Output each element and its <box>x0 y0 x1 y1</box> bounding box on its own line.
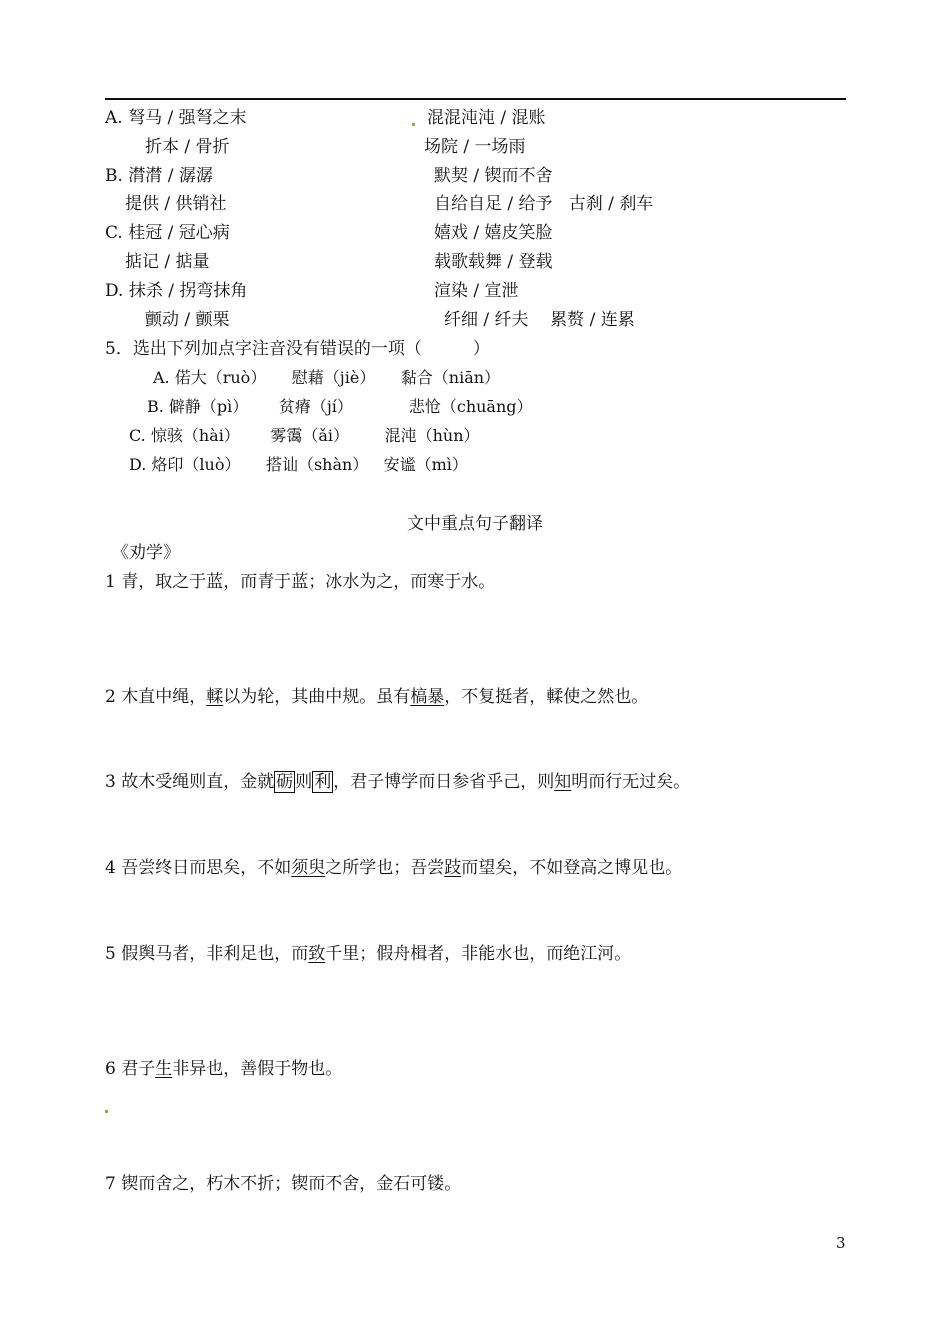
page-number: 3 <box>836 1234 846 1252</box>
option-d-line1: D. 抹杀 / 拐弯抹角 <box>105 281 248 301</box>
sentence-6: 6 君子生非异也，善假于物也。 <box>105 1059 343 1079</box>
section-subtitle: 《劝学》 <box>112 543 180 563</box>
option-a-right2: 场院 / 一场雨 <box>424 137 526 157</box>
header-rule <box>105 98 846 100</box>
q5-option-b: B. 僻静（pì） 贫瘠（jí） 悲怆（chuāng） <box>147 397 533 416</box>
option-b-right1: 默契 / 锲而不舍 <box>434 166 553 186</box>
green-mark <box>412 123 415 126</box>
sentence-3: 3 故木受绳则直，金就 砺 则 利 ，君子博学而日参省乎己，则知明而行无过矣。 <box>105 772 691 792</box>
option-c-line1: C. 桂冠 / 冠心病 <box>105 223 230 243</box>
green-mark-2 <box>105 1110 108 1113</box>
question-5-stem: 5．选出下列加点字注音没有错误的一项（ ） <box>105 339 490 359</box>
sentence-5: 5 假舆马者，非利足也，而致千里；假舟楫者，非能水也，而绝江河。 <box>105 944 632 964</box>
sentence-2: 2 木直中绳，輮以为轮，其曲中规。虽有槁暴，不复挺者，輮使之然也。 <box>105 687 649 707</box>
option-c-right1: 嬉戏 / 嬉皮笑脸 <box>434 223 553 243</box>
option-a-line2: 折本 / 骨折 <box>145 137 230 157</box>
option-d-right2: 纤细 / 纤夫 累赘 / 连累 <box>444 310 635 330</box>
option-d-line2: 颤动 / 颤栗 <box>145 310 230 330</box>
q5-option-a: A. 偌大（ruò） 慰藉（jiè） 黏合（niān） <box>153 368 501 387</box>
option-b-right2: 自给自足 / 给予 古刹 / 刹车 <box>434 194 654 214</box>
option-d-right1: 渲染 / 宣泄 <box>434 281 519 301</box>
sentence-1: 1 青，取之于蓝，而青于蓝；冰水为之，而寒于水。 <box>105 572 496 592</box>
section-title: 文中重点句子翻译 <box>407 514 543 534</box>
sentence-4: 4 吾尝终日而思矣，不如须臾之所学也；吾尝跂而望矣，不如登高之博见也。 <box>105 858 683 878</box>
option-c-line2: 掂记 / 掂量 <box>125 252 210 272</box>
option-a-right1: 混混沌沌 / 混账 <box>427 108 546 128</box>
option-b-line2: 提供 / 供销社 <box>125 194 227 214</box>
option-a-line1: A. 弩马 / 强弩之末 <box>105 108 247 128</box>
option-c-right2: 载歌载舞 / 登载 <box>434 252 553 272</box>
sentence-7: 7 锲而舍之，朽木不折；锲而不舍，金石可镂。 <box>105 1174 462 1194</box>
option-b-line1: B. 潸潸 / 潺潺 <box>105 166 213 186</box>
q5-option-d: D. 烙印（luò） 搭讪（shàn） 安谧（mì） <box>129 455 468 474</box>
q5-option-c: C. 惊骇（hài） 雾霭（ǎi） 混沌（hùn） <box>129 426 480 445</box>
